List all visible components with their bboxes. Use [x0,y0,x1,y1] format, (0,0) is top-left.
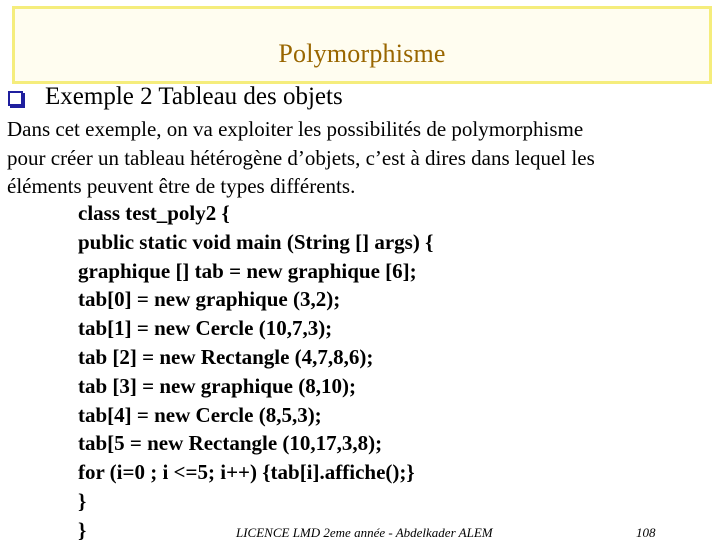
code-line: tab[0] = new graphique (3,2); [78,287,341,312]
bullet-text: Exemple 2 Tableau des objets [45,83,343,110]
code-line: } [78,517,87,542]
code-line: graphique [] tab = new graphique [6]; [78,258,417,283]
square-bullet-icon [8,91,23,106]
paragraph-line: pour créer un tableau hétérogène d’objets, c’est à dires dans lequel les [7,145,595,170]
code-line: tab[5 = new Rectangle (10,17,3,8); [78,431,383,456]
paragraph-line: Dans cet exemple, on va exploiter les possibilités de polymorphisme [7,117,584,141]
slide-title: Polymorphisme [278,39,446,68]
code-line: tab[4] = new Cercle (8,5,3); [78,402,322,427]
title-box [12,6,712,84]
code-line: class test_poly2 { [78,201,230,225]
code-block [78,199,433,545]
code-line: tab [2] = new Rectangle (4,7,8,6); [78,344,374,369]
paragraph-line: éléments peuvent être de types différents. [7,174,356,198]
code-line: for (i=0 ; i <=5; i++) {tab[i].affiche();} [78,460,415,485]
description-paragraph [7,115,717,201]
code-line: } [78,488,87,513]
bullet-heading [8,83,343,111]
code-line: tab [3] = new graphique (8,10); [78,373,356,398]
slide-footer: LICENCE LMD 2eme année - Abdelkader ALEM [236,525,493,540]
page-number: 108 [636,525,656,540]
code-line: public static void main (String [] args) { [78,229,434,254]
code-line: tab[1] = new Cercle (10,7,3); [78,316,333,341]
